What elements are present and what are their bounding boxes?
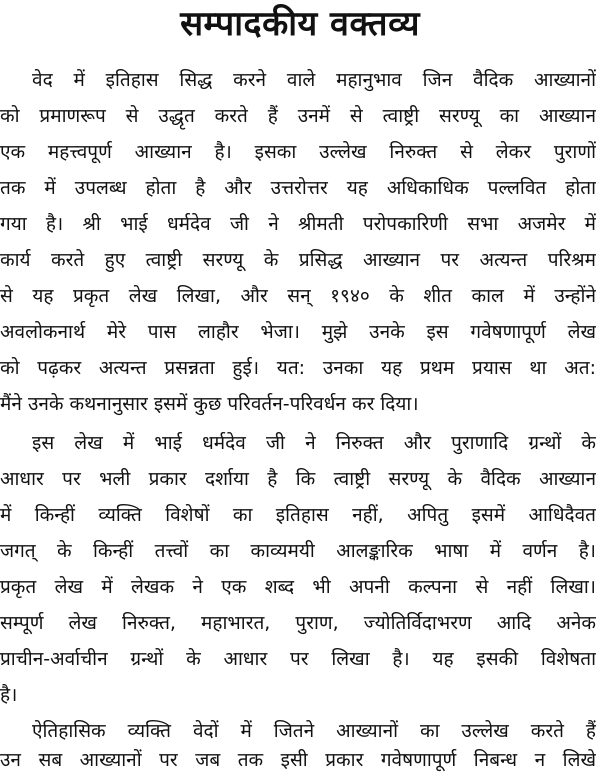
text-line: को प्रमाणरूप से उद्धृत करते हैं उनमें से त्वाष्ट्री सरण्यू का आख्यान <box>0 105 596 127</box>
text-line: गया है। श्री भाई धर्मदेव जी ने श्रीमती परोपकारिणी सभा अजमेर में <box>0 213 596 235</box>
text-line: है। <box>0 684 18 706</box>
text-line: प्रकृत लेख में लेखक ने एक शब्द भी अपनी कल्पना से नहीं लिखा। <box>0 576 596 598</box>
text-line: एक महत्त्वपूर्ण आख्यान है। इसका उल्लेख निरुक्त से लेकर पुराणों <box>0 141 596 163</box>
text-line: में किन्हीं व्यक्ति विशेषों का इतिहास नहीं, अपितु इसमें आधिदैवत <box>0 504 596 526</box>
text-line: ऐतिहासिक व्यक्ति वेदों में जितने आख्यानों का उल्लेख करते हैं <box>32 720 596 742</box>
text-line: प्राचीन-अर्वाचीन ग्रन्थों के आधार पर लिखा है। यह इसकी विशेषता <box>0 648 596 670</box>
text-line: से यह प्रकृत लेख लिखा, और सन् १९४० के शीत काल में उन्होंने <box>0 285 596 307</box>
text-line: कार्य करते हुए त्वाष्ट्री सरण्यू के प्रसिद्ध आख्यान पर अत्यन्त परिश्रम <box>0 249 596 271</box>
text-line: को पढ़कर अत्यन्त प्रसन्नता हुई। यत: उनका यह प्रथम प्रयास था अत: <box>0 357 596 379</box>
text-line: इस लेख में भाई धर्मदेव जी ने निरुक्त और पुराणादि ग्रन्थों के <box>32 432 596 454</box>
text-line: जगत् के किन्हीं तत्त्वों का काव्यमयी आलङ्कारिक भाषा में वर्णन है। <box>0 540 596 562</box>
text-line: आधार पर भली प्रकार दर्शाया है कि त्वाष्ट्री सरण्यू के वैदिक आख्यान <box>0 468 596 490</box>
page-title: सम्पादकीय वक्तव्य <box>180 4 420 44</box>
text-line: वेद में इतिहास सिद्ध करने वाले महानुभाव जिन वैदिक आख्यानों <box>32 69 596 91</box>
text-line: तक में उपलब्ध होता है और उत्तरोत्तर यह अधिकाधिक पल्लवित होता <box>0 177 596 199</box>
text-line: अवलोकनार्थ मेरे पास लाहौर भेजा। मुझे उनके इस गवेषणापूर्ण लेख <box>0 321 596 343</box>
text-line: उन सब आख्यानों पर जब तक इसी प्रकार गवेषणापूर्ण निबन्ध न लिखे <box>0 749 596 771</box>
text-line: सम्पूर्ण लेख निरुक्त, महाभारत, पुराण, ज्योतिर्विदाभरण आदि अनेक <box>0 612 596 634</box>
text-line: मैंने उनके कथनानुसार इसमें कुछ परिवर्तन-परिवर्धन कर दिया। <box>0 393 419 415</box>
